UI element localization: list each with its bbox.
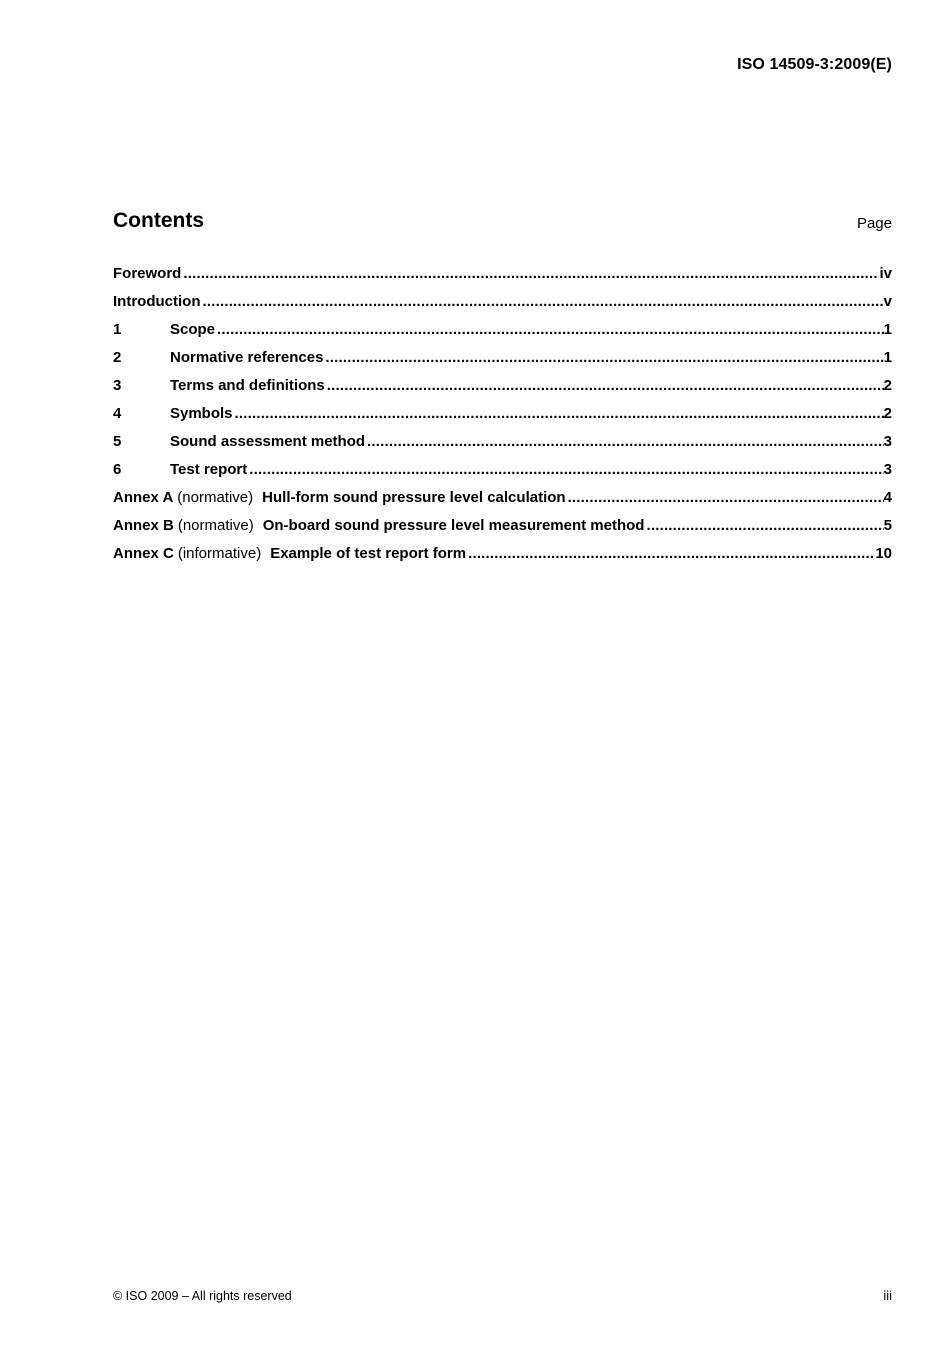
toc-entry-page: 5 <box>883 517 892 534</box>
toc-entry-annex-c[interactable] <box>113 545 892 573</box>
table-of-contents <box>113 265 892 573</box>
toc-entry-title: Introduction <box>113 293 201 310</box>
toc-entry-title: Example of test report form <box>270 545 467 562</box>
dot-leader <box>247 461 883 478</box>
toc-entry-scope[interactable] <box>113 321 892 349</box>
toc-entry-annex-b[interactable] <box>113 517 892 545</box>
annex-label: Annex C <box>113 545 174 562</box>
toc-entry-title: Normative references <box>170 349 324 366</box>
dot-leader <box>644 517 883 534</box>
dot-leader <box>200 293 883 310</box>
toc-entry-number: 3 <box>113 377 122 394</box>
toc-entry-page: 2 <box>883 405 892 422</box>
contents-title: Contents <box>113 209 204 232</box>
toc-entry-number: 5 <box>113 433 122 450</box>
document-identifier: ISO 14509-3:2009(E) <box>737 56 892 73</box>
toc-entry-page: 4 <box>883 489 892 506</box>
toc-entry-page: 3 <box>883 433 892 450</box>
dot-leader <box>365 433 884 450</box>
dot-leader <box>323 349 883 366</box>
toc-entry-title: Sound assessment method <box>170 433 366 450</box>
toc-entry-title: Scope <box>170 321 216 338</box>
toc-entry-number: 4 <box>113 405 122 422</box>
dot-leader <box>566 489 884 506</box>
annex-label: Annex B <box>113 517 174 534</box>
toc-entry-title: Symbols <box>170 405 233 422</box>
toc-entry-number: 2 <box>113 349 122 366</box>
toc-entry-page: 10 <box>875 545 892 562</box>
toc-entry-page: v <box>883 293 892 310</box>
annex-label: Annex A <box>113 489 174 506</box>
toc-entry-page: 1 <box>883 349 892 366</box>
page-column-label: Page <box>856 215 892 232</box>
dot-leader <box>215 321 884 338</box>
footer-copyright: © ISO 2009 – All rights reserved <box>113 1289 292 1303</box>
dot-leader <box>233 405 884 422</box>
toc-entry-number: 1 <box>113 321 122 338</box>
toc-entry-title: On-board sound pressure level measurement method <box>262 517 645 534</box>
toc-entry-number: 6 <box>113 461 122 478</box>
toc-entry-terms-and-definitions[interactable] <box>113 377 892 405</box>
toc-entry-foreword[interactable] <box>113 265 892 293</box>
dot-leader <box>181 265 879 282</box>
toc-entry-title: Hull-form sound pressure level calculation <box>262 489 566 506</box>
contents-header <box>113 209 892 239</box>
footer-page-number: iii <box>883 1288 892 1303</box>
dot-leader <box>325 377 884 394</box>
toc-entry-sound-assessment-method[interactable] <box>113 433 892 461</box>
annex-kind: (normative) <box>177 489 254 506</box>
toc-entry-normative-references[interactable] <box>113 349 892 377</box>
toc-entry-symbols[interactable] <box>113 405 892 433</box>
annex-kind: (informative) <box>177 545 262 562</box>
toc-entry-title: Terms and definitions <box>170 377 325 394</box>
annex-kind: (normative) <box>177 517 254 534</box>
toc-entry-page: iv <box>879 265 892 282</box>
toc-entry-introduction[interactable] <box>113 293 892 321</box>
toc-entry-annex-a[interactable] <box>113 489 892 517</box>
toc-entry-title: Test report <box>170 461 248 478</box>
toc-entry-page: 1 <box>883 321 892 338</box>
toc-entry-test-report[interactable] <box>113 461 892 489</box>
dot-leader <box>466 545 875 562</box>
toc-entry-title: Foreword <box>113 265 182 282</box>
toc-entry-page: 3 <box>883 461 892 478</box>
toc-entry-page: 2 <box>883 377 892 394</box>
